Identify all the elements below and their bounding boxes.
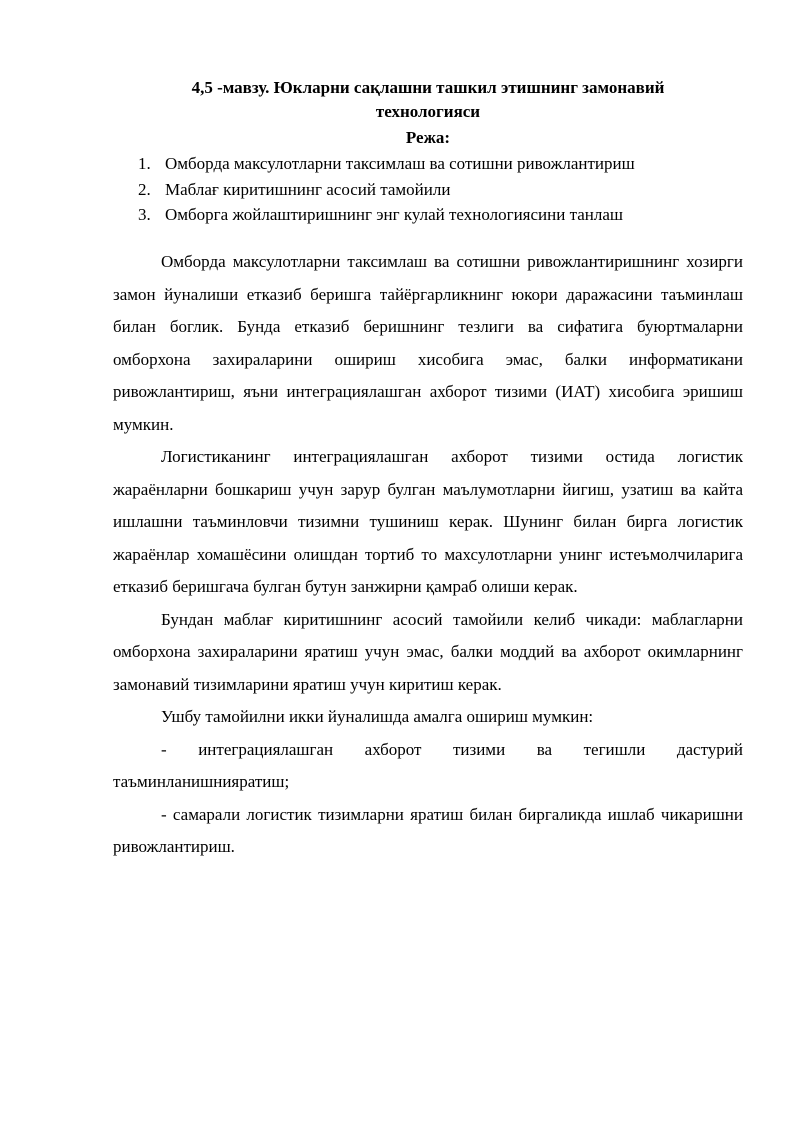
paragraph: Логистиканинг интеграциялашган ахборот тизими остида логистик жараёнларни бошкариш учун зарур булган маълумотларни йигиш, узатиш ва кайта ишлашни таъминловчи тизимни тушиниш керак. Шунинг билан бирга логистик жараёнлар хомашёсини олишдан тортиб то махсулотларни унинг истеъмолчиларига етказиб беришгача булган бутун занжирни қамраб олиши керак.	[113, 447, 743, 596]
plan-item	[138, 202, 748, 228]
paragraph: Бундан маблағ киритишнинг асосий тамойили келиб чикади: маблагларни омборхона захираларини яратиш учун эмас, балки моддий ва ахборот окимларнинг замонавий тизимларини яратиш учун киритиш керак.	[113, 609, 743, 694]
plan-item-number: 2.	[138, 179, 151, 199]
title-line-1: 4,5 -мавзу. Юкларни сақлашни ташкил этишнинг замонавий	[191, 78, 665, 97]
list-paragraph: - самарали логистик тизимларни яратиш билан биргаликда ишлаб чикаришни ривожлантириш.	[113, 804, 743, 856]
title-line-2: технологияси	[375, 102, 481, 121]
plan-item	[138, 151, 748, 177]
plan-item	[138, 177, 748, 203]
plan-item-number: 1.	[138, 154, 151, 173]
list-paragraph: - интеграциялашган ахборот тизими ва тегишли дастурий таъминланишнияратиш;	[113, 739, 743, 791]
document-title	[113, 76, 743, 124]
plan-item-number: 3.	[138, 205, 151, 224]
plan-list	[138, 151, 748, 228]
plan-item-text: Омборда максулотларни таксимлаш ва сотишни ривожлантириш	[165, 154, 635, 173]
body-text	[113, 246, 743, 864]
plan-item-text: Омборга жойлаштиришнинг энг кулай технологиясини танлаш	[165, 205, 623, 224]
paragraph: Ушбу тамойилни икки йуналишда амалга ошириш мумкин:	[161, 707, 594, 726]
plan-heading: Режа:	[405, 128, 451, 147]
paragraph: Омборда максулотларни таксимлаш ва сотишни ривожлантиришнинг хозирги замон йуналиши етказиб беришга тайёргарликнинг юкори даражасини таъминлаш билан боглик. Бунда етказиб беришнинг тезлиги ва сифатига буюртмаларни омборхона захираларини ошириш хисобига эмас, балки информатикани ривожлантириш, яъни интеграциялашган ахборот тизими (ИАТ) хисобига эришиш мумкин.	[113, 252, 743, 434]
plan-item-text: Маблағ киритишнинг асосий тамойили	[165, 179, 451, 199]
